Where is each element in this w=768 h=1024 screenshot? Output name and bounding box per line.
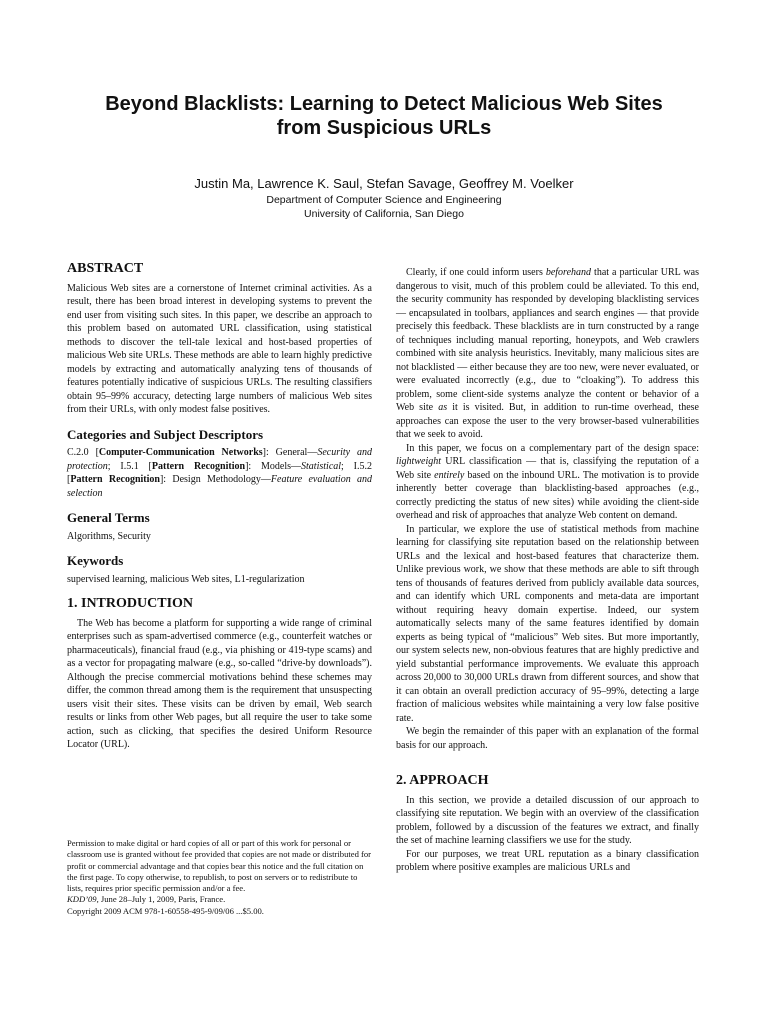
abstract-heading: ABSTRACT bbox=[67, 261, 144, 276]
categories-heading: Categories and Subject Descriptors bbox=[67, 426, 264, 442]
right-column bbox=[396, 266, 699, 875]
copyright-line: Copyright 2009 ACM 978-1-60558-495-9/09/06 ...$5.00. bbox=[67, 905, 264, 916]
permission-notice bbox=[67, 838, 372, 917]
introduction-paragraph-5: We begin the remainder of this paper with an explanation of the formal basis for our approach. bbox=[396, 726, 699, 751]
keywords-section bbox=[67, 554, 372, 586]
paper-title bbox=[40, 92, 728, 140]
categories-text: C.2.0 [Computer-Communication Networks]: General—Security and protection; I.5.1 [Pattern Recognition]: Models—Statistical; I.5.2 [Pattern Recognition]: Design Methodology—Feature evaluation and selection bbox=[67, 447, 373, 499]
affiliation bbox=[40, 193, 728, 221]
introduction-paragraph-3: In this paper, we focus on a complementary part of the design space: lightweight URL classification — that is, classifying the reputation of a Web site entirely based on the inbound URL. The motivation is to provide inherently better coverage than blacklisting-based approaches (e.g., correctly predicting the status of new sites) while avoiding the client-side overhead and risk of approaches that analyze Web content on demand. bbox=[396, 442, 699, 521]
title-line-2: from Suspicious URLs bbox=[276, 117, 492, 139]
categories-section bbox=[67, 428, 372, 501]
introduction-paragraph-4: In particular, we explore the use of statistical methods from machine learning for classifying site reputation based on the relationship between URLs and the lexical and host-based features that characterize them. Unlike previous work, we show that these methods are able to sift through tens of thousands of features derived from publicly available data sources, and can identify which URL components and meta-data are important without requiring heavy domain expertise. Indeed, our system automatically selects many of the same features identified by domain experts as being typical of “malicious” Web sites. But more importantly, our system selects new, non-obvious features that are highly predictive and yield substantial performance improvements. We evaluate this approach across 20,000 to 30,000 URLs drawn from different sources, and show that it can obtain an overall prediction accuracy of 95–99%, detecting a large fraction of malicious websites while maintaining a very low false positive rate. bbox=[396, 523, 699, 724]
approach-heading: 2. APPROACH bbox=[396, 773, 489, 788]
venue-line: KDD’09, June 28–July 1, 2009, Paris, France. bbox=[67, 894, 226, 905]
author-list: Justin Ma, Lawrence K. Saul, Stefan Savage, Geoffrey M. Voelker bbox=[194, 176, 574, 191]
approach-paragraph-2: For our purposes, we treat URL reputation as a binary classification problem where positive examples are malicious URLs and bbox=[396, 848, 699, 873]
introduction-section bbox=[67, 597, 372, 752]
general-terms-heading: General Terms bbox=[67, 510, 150, 525]
keywords-text: supervised learning, malicious Web sites, L1-regularization bbox=[67, 573, 305, 585]
affiliation-department: Department of Computer Science and Engineering bbox=[266, 194, 502, 206]
introduction-paragraph-1: The Web has become a platform for supporting a wide range of criminal enterprises such as spam-advertised commerce (e.g., counterfeit watches or pharmaceuticals), financial fraud (e.g., via phishing or 419-type scams) and as a vector for propagating malware (e.g., so-called “drive-by downloads”). Although the precise commercial motivations behind these schemes may differ, the common thread among them is the requirement that unsuspecting users visit their sites. These visits can be driven by email, Web search results or links from other Web pages, but all require the user to take some action, such as clicking, that specifies the desired Uniform Resource Locator (URL). bbox=[67, 617, 372, 750]
keywords-heading: Keywords bbox=[67, 553, 124, 568]
general-terms-section bbox=[67, 511, 372, 543]
title-line-1: Beyond Blacklists: Learning to Detect Malicious Web Sites bbox=[105, 93, 663, 115]
permission-text: Permission to make digital or hard copies of all or part of this work for personal or classroom use is granted without fee provided that copies are not made or distributed for profit or commercial advantage and that copies bear this notice and the full citation on the first page. To copy otherwise, to republish, to post on servers or to redistribute to lists, requires prior specific permission and/or a fee. bbox=[67, 838, 372, 894]
left-column bbox=[67, 262, 372, 763]
affiliation-university: University of California, San Diego bbox=[304, 208, 464, 220]
approach-section bbox=[396, 774, 699, 875]
approach-paragraph-1: In this section, we provide a detailed discussion of our approach to classifying site reputation. We begin with an overview of the classification problem, followed by a discussion of the features we extract, and finally the set of machine learning classifiers we use for the study. bbox=[396, 794, 699, 846]
introduction-paragraph-2: Clearly, if one could inform users beforehand that a particular URL was dangerous to visit, much of this problem could be alleviated. To this end, the security community has responded by developing blacklisting services — encapsulated in toolbars, appliances and search engines — that provide precisely this feedback. These blacklists are in turn constructed by a range of techniques including manual reporting, honeypots, and Web crawlers combined with site analysis heuristics. Inevitably, many malicious sites are not blacklisted — either because they are too new, were never evaluated, or were evaluated incorrectly (e.g., due to “cloaking”). To address this problem, some client-side systems analyze the content or behavior of a Web site as it is visited. But, in addition to run-time overhead, these approaches can expose the user to the very browser-based vulnerabilities that we seek to avoid. bbox=[396, 267, 699, 440]
abstract-section bbox=[67, 262, 372, 417]
general-terms-text: Algorithms, Security bbox=[67, 530, 151, 542]
abstract-text: Malicious Web sites are a cornerstone of Internet criminal activities. As a result, there has been broad interest in developing systems to prevent the end user from visiting such sites. In this paper, we describe an approach to this problem based on automated URL classification, using statistical methods to discover the tell-tale lexical and host-based properties of malicious Web site URLs. These methods are able to learn highly predictive models by extracting and automatically analyzing tens of thousands of features potentially indicative of suspicious URLs. The resulting classifiers obtain 95–99% accuracy, detecting large numbers of malicious Web sites from their URLs, with only modest false positives. bbox=[67, 282, 372, 415]
introduction-heading: 1. INTRODUCTION bbox=[67, 596, 194, 611]
